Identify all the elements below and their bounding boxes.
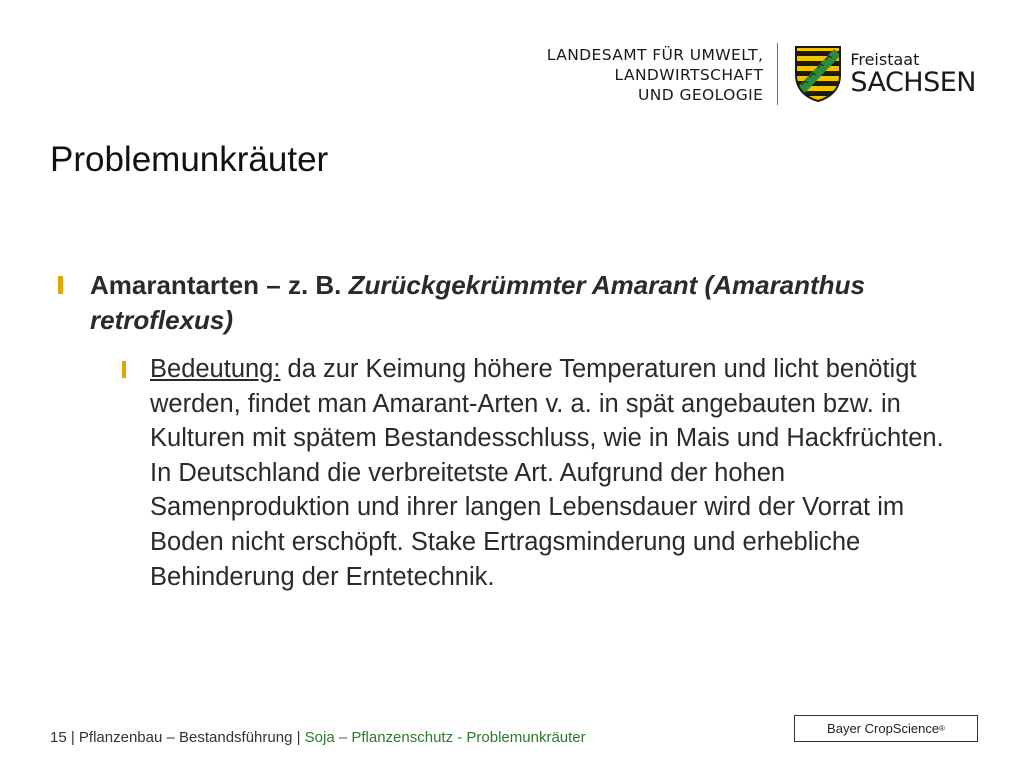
footer-separator: | — [292, 729, 305, 746]
main-bullet-text — [90, 268, 978, 338]
agency-line-3: UND GEOLOGIE — [638, 86, 764, 104]
header-logo — [547, 40, 976, 108]
footer-topic: Soja – Pflanzenschutz - Problemunkräuter — [304, 729, 586, 746]
coat-of-arms-icon — [794, 45, 842, 103]
state-name-line-2: SACHSEN — [850, 67, 976, 98]
sub-bullet-marker — [122, 361, 126, 378]
main-bullet — [58, 268, 978, 338]
agency-line-1: LANDESAMT FÜR UMWELT, — [546, 46, 764, 64]
state-name — [850, 51, 976, 97]
footer — [50, 729, 586, 746]
sub-bullet — [122, 352, 978, 594]
source-label: Bayer CropScience — [827, 721, 940, 736]
state-name-line-1: Freistaat — [850, 50, 920, 69]
main-bullet-prefix: Amarantarten – z. B. — [90, 270, 349, 300]
agency-line-2: LANDWIRTSCHAFT — [614, 66, 764, 84]
sub-bullet-text — [150, 352, 970, 594]
sub-bullet-label: Bedeutung: — [150, 355, 281, 383]
source-credit — [794, 715, 978, 742]
species-name: Zurückgekrümmter Amarant (Amaranthus retroflexus) — [90, 270, 865, 335]
sub-bullet-body: da zur Keimung höhere Temperaturen und licht benötigt werden, findet man Amarant-Arten v. a. in spät angebauten bzw. in Kulturen mit spätem Bestandesschluss, wie in Mais und Hackfrüchten. In Deutschland die verbreitetste Art. Aufgrund der hohen Samenproduktion und ihrer langen Lebensdauer wird der Vorrat im Boden nicht erschöpft. Stake Ertragsminderung und erhebliche Behinderung der Erntetechnik. — [150, 355, 944, 591]
registered-mark: ® — [939, 724, 945, 733]
page-number: 15 — [50, 729, 67, 746]
footer-separator: | — [66, 729, 79, 746]
bullet-marker — [58, 276, 63, 294]
logo-divider — [777, 43, 778, 105]
footer-section: Pflanzenbau – Bestandsführung — [78, 729, 293, 746]
slide-content — [58, 268, 978, 594]
agency-name — [547, 45, 778, 105]
page-title: Problemunkräuter — [50, 140, 329, 179]
